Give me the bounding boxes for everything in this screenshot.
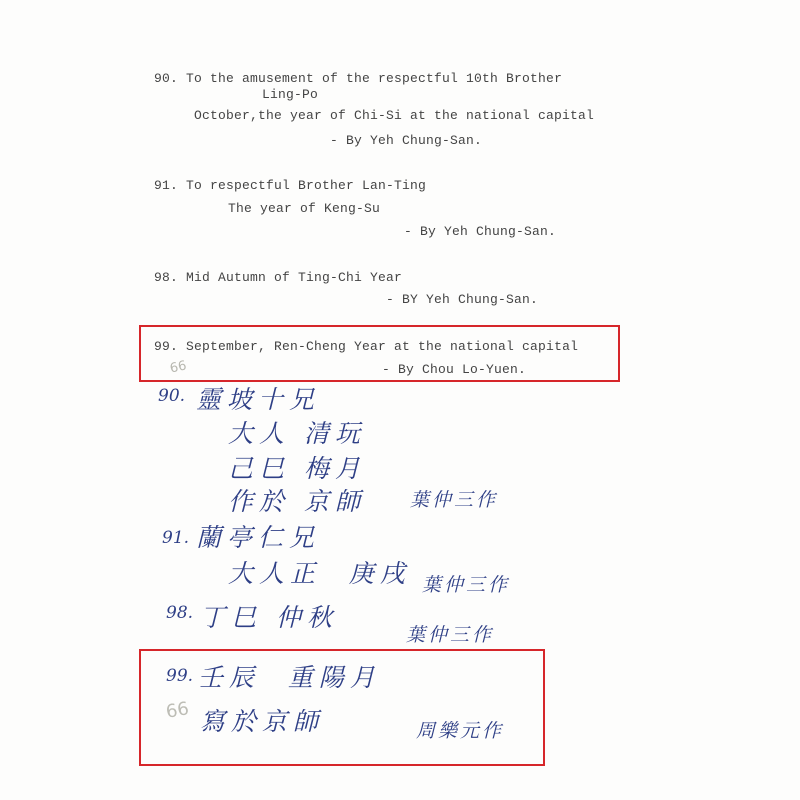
hand-99-line1: 壬辰 重陽月 [198,663,381,692]
pencil-mark-handwritten: 66 [164,698,191,723]
hand-98-line1: 丁巳 仲秋 [200,603,338,632]
pencil-mark-typed: 66 [168,358,188,377]
hand-98-signature: 葉仲三作 [406,624,495,646]
typed-90-byline: - By Yeh Chung-San. [330,133,483,148]
hand-90-signature: 葉仲三作 [410,489,499,511]
hand-91-line1: 蘭亭仁兄 [196,523,321,552]
hand-99-number: 99. [166,666,194,686]
typed-99-byline: - By Chou Lo-Yuen. [382,362,527,377]
hand-91-number: 91. [162,528,190,548]
hand-98-number: 98. [166,603,194,623]
hand-90-number: 90. [158,386,186,406]
hand-91-signature: 葉仲三作 [422,574,511,596]
typed-90-date: October,the year of Chi-Si at the national capital [194,108,595,123]
typed-98-title: 98. Mid Autumn of Ting-Chi Year [154,270,403,285]
typed-91-byline: - By Yeh Chung-San. [404,224,557,239]
hand-99-line2: 寫於京師 [200,707,325,736]
typed-91-title: 91. To respectful Brother Lan-Ting [154,178,427,193]
typed-99-title: 99. September, Ren-Cheng Year at the national capital [154,339,579,354]
hand-90-line4: 作於 京師 [228,487,366,516]
hand-90-line1: 靈坡十兄 [196,385,321,414]
highlight-box-typed [139,325,620,382]
typed-90-title: 90. To the amusement of the respectful 10th Brother [154,71,563,86]
hand-99-signature: 周樂元作 [416,720,505,742]
typed-98-byline: - BY Yeh Chung-San. [386,292,539,307]
highlight-box-handwritten [139,649,545,766]
typed-90-name: Ling-Po [262,87,319,102]
hand-90-line3: 己巳 梅月 [228,454,366,483]
hand-91-line2: 大人正 庚戌 [228,559,411,588]
hand-90-line2: 大人 清玩 [228,419,366,448]
typed-91-date: The year of Keng-Su [228,201,381,216]
